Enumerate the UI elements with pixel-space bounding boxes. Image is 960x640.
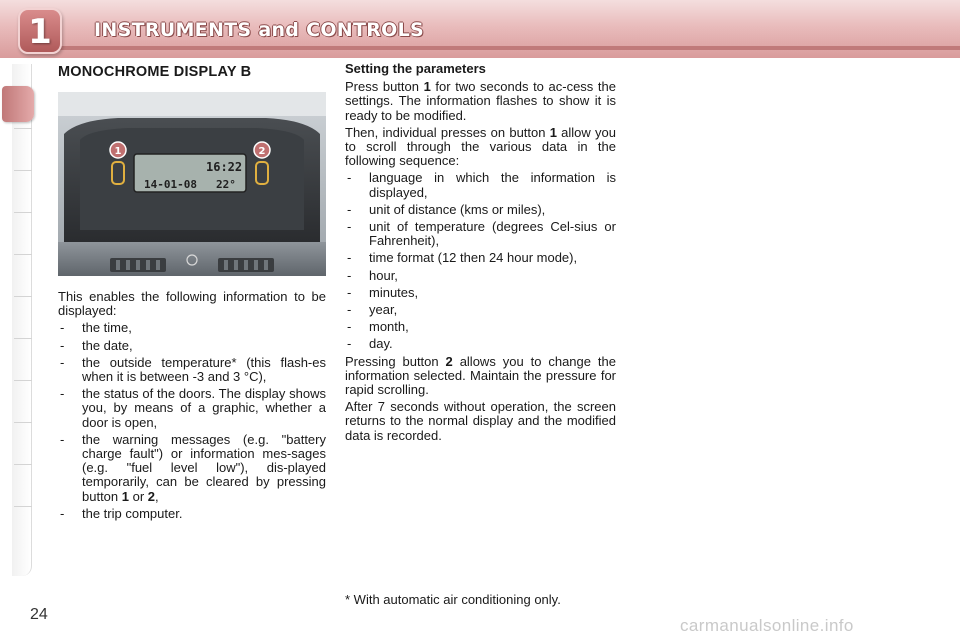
lcd-time: 16:22 bbox=[206, 160, 243, 174]
sequence-item: - month, bbox=[347, 319, 409, 335]
subheading-setting-parameters: Setting the parameters bbox=[345, 61, 486, 76]
watermark: carmanualsonline.info bbox=[680, 616, 854, 635]
sequence-item: - unit of distance (kms or miles), bbox=[347, 201, 546, 217]
thumb-divider bbox=[14, 296, 32, 297]
thumb-index-strip bbox=[12, 64, 32, 576]
chapter-title: INSTRUMENTS and CONTROLS bbox=[94, 19, 425, 41]
sequence-item: - time format (12 then 24 hour mode), bbox=[347, 250, 578, 266]
sequence-item: - year, bbox=[347, 302, 398, 318]
sequence-item: - minutes, bbox=[347, 284, 419, 300]
chapter-badge bbox=[18, 8, 62, 54]
footnote: * With automatic air conditioning only. bbox=[345, 592, 561, 607]
thumb-divider bbox=[14, 422, 32, 423]
sequence-item: - unit of temperature (degrees Cel-sius or Fahrenheit), bbox=[347, 219, 616, 249]
header-underline bbox=[40, 46, 960, 50]
sequence-item: - hour, bbox=[347, 267, 398, 283]
list-item: - the date, bbox=[60, 337, 133, 353]
thumb-tab-chapter-1[interactable] bbox=[2, 86, 34, 122]
list-item: - the status of the doors. The display shows you, by means of a graphic, whether a door is open, bbox=[60, 386, 326, 430]
button-1-callout-label: 1 bbox=[114, 146, 122, 157]
thumb-divider bbox=[14, 128, 32, 129]
chapter-header bbox=[0, 0, 960, 58]
chapter-number: 1 bbox=[28, 12, 52, 52]
intro-paragraph: This enables the following information to be displayed: bbox=[58, 289, 326, 319]
thumb-divider bbox=[14, 464, 32, 465]
paragraph-timeout: After 7 seconds without operation, the screen returns to the normal display and the modified data is recorded. bbox=[345, 399, 616, 443]
lcd-date: 14-01-08 bbox=[144, 178, 197, 191]
thumb-divider bbox=[14, 506, 32, 507]
paragraph-pressing-button-2: Pressing button 2 allows you to change the information selected. Maintain the pressure for rapid scrolling. bbox=[345, 353, 616, 398]
button-2-callout-label: 2 bbox=[258, 146, 266, 157]
display-photo bbox=[58, 92, 326, 276]
thumb-divider bbox=[14, 380, 32, 381]
paragraph-press-button: Press button 1 for two seconds to ac-cess the settings. The information flashes to show it is ready to be modified. bbox=[345, 79, 616, 123]
thumb-divider bbox=[14, 170, 32, 171]
thumb-divider bbox=[14, 338, 32, 339]
section-title: MONOCHROME DISPLAY B bbox=[58, 64, 252, 80]
list-item-warning-messages: - the warning messages (e.g. "battery charge fault") or information mes-sages (e.g. "fuel level low"), dis-played temporarily, can be cleared by pressing button 1 or 2, bbox=[60, 431, 326, 504]
page-number: 24 bbox=[30, 606, 48, 623]
display-photo-illustration bbox=[58, 92, 326, 276]
list-item: - the time, bbox=[60, 320, 132, 336]
sequence-item: - language in which the information is displayed, bbox=[347, 170, 616, 200]
list-item: - the outside temperature* (this flash-es when it is between -3 and 3 °C), bbox=[60, 354, 326, 385]
left-column bbox=[58, 290, 326, 524]
thumb-divider bbox=[14, 254, 32, 255]
thumb-index bbox=[0, 64, 34, 580]
thumb-divider bbox=[14, 212, 32, 213]
right-column bbox=[345, 62, 616, 446]
lcd-temperature: 22° bbox=[216, 178, 236, 191]
sequence-item: - day. bbox=[347, 336, 393, 352]
paragraph-individual-presses: Then, individual presses on button 1 allow you to scroll through the various data in the following sequence: bbox=[345, 124, 616, 169]
list-item: - the trip computer. bbox=[60, 505, 183, 521]
